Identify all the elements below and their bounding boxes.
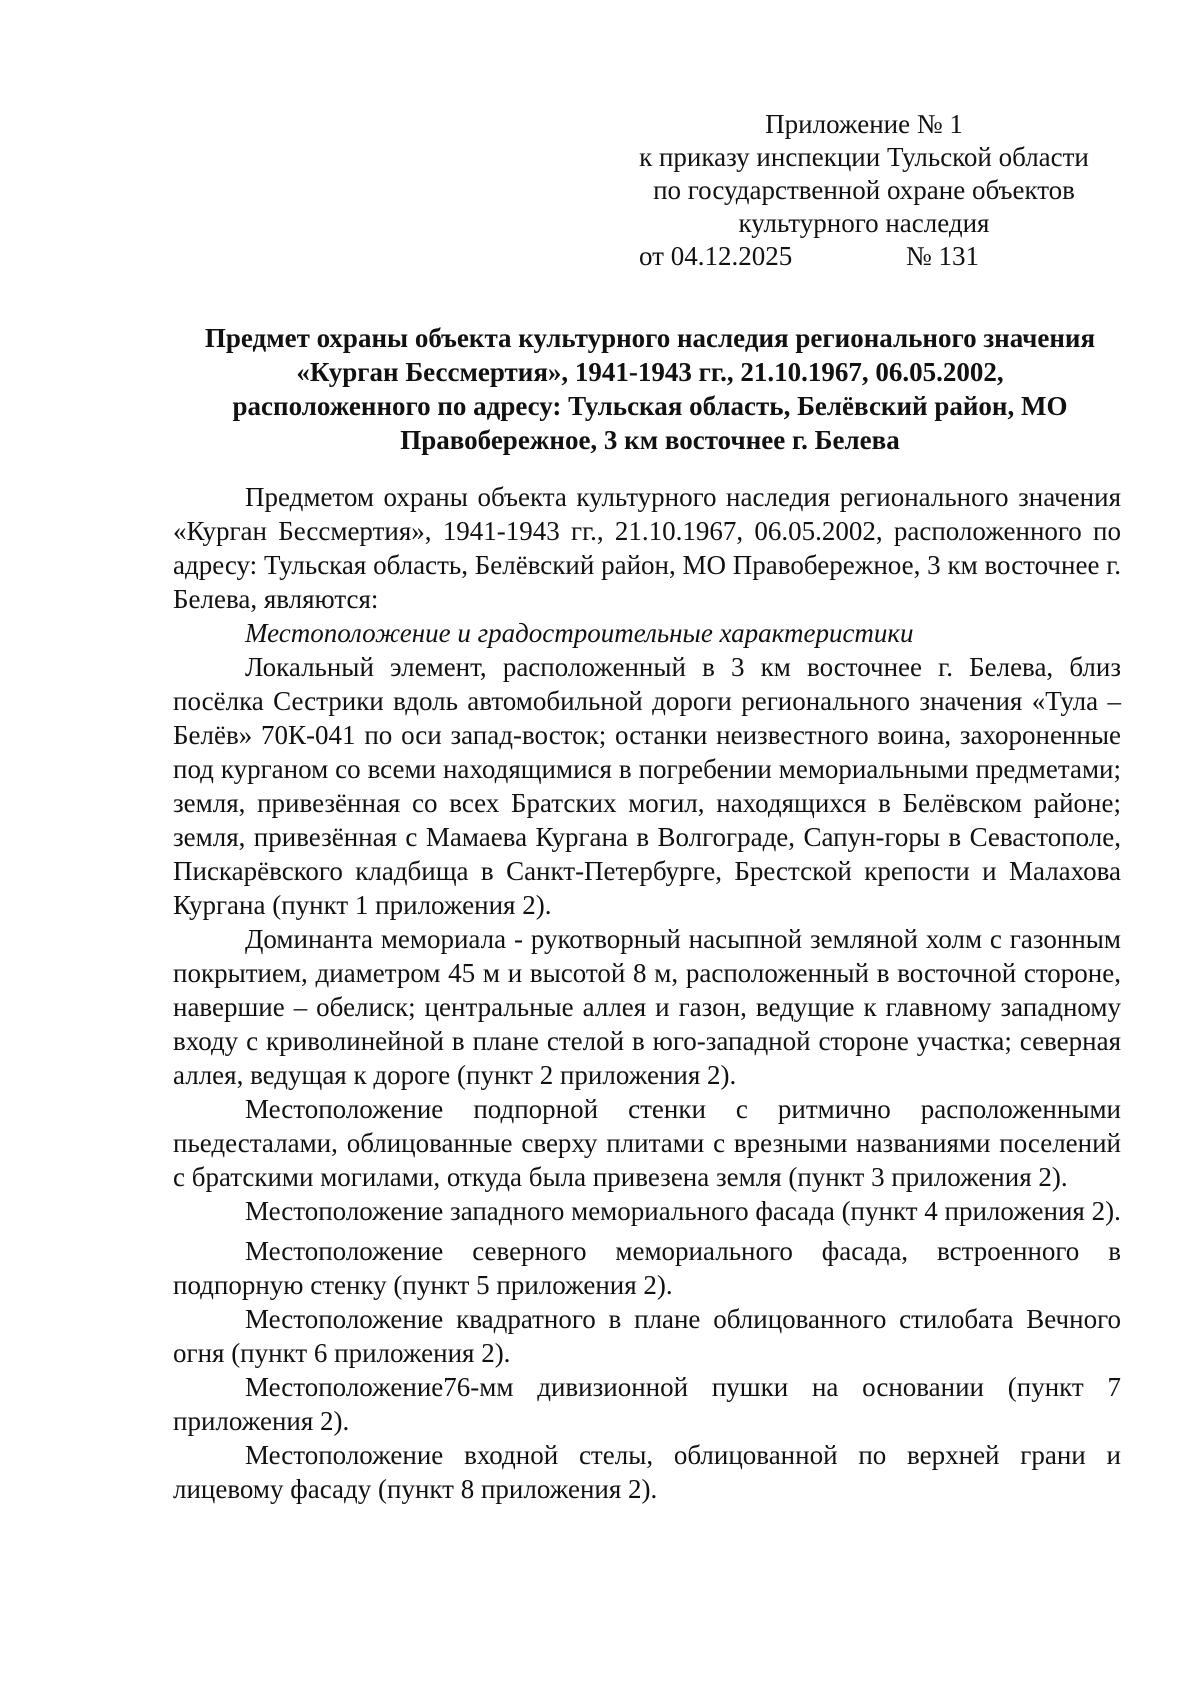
appendix-header [604, 108, 1124, 273]
intro-paragraph: Предметом охраны объекта культурного наследия регионального значения «Курган Бессмертия», 1941-1943 гг., 21.10.1967, 06.05.2002, расположенного по адресу: Тульская область, Белёвский район, МО Правобережное, 3 км восточнее г. Белева, являются: [173, 482, 1121, 614]
paragraph-3: Местоположение подпорной стенки с ритмично расположенными пьедесталами, облицованные сверху плитами с врезными названиями поселений с братскими могилами, откуда была привезена земля (пункт 3 приложения 2). [173, 1094, 1121, 1192]
paragraph-5: Местоположение северного мемориального фасада, встроенного в подпорную стенку (пункт 5 приложения 2). [173, 1236, 1121, 1300]
document-body [173, 480, 1121, 1506]
document-title [150, 321, 1150, 457]
appendix-order-line: к приказу инспекции Тульской области [639, 142, 1089, 172]
title-line-3: расположенного по адресу: Тульская область, Белёвский район, МО [232, 391, 1068, 421]
appendix-date: от 04.12.2025 [639, 241, 793, 271]
appendix-heritage-line: культурного наследия [738, 208, 990, 238]
title-line-2: «Курган Бессмертия», 1941-1943 гг., 21.10.1967, 06.05.2002, [296, 357, 1004, 387]
paragraph-2: Доминанта мемориала - рукотворный насыпной земляной холм с газонным покрытием, диаметром 45 м и высотой 8 м, расположенный в восточной стороне, навершие – обелиск; центральные аллея и газон, ведущие к главному западному входу с криволинейной в плане стелой в юго-западной стороне участка; северная аллея, ведущая к дороге (пункт 2 приложения 2). [173, 924, 1121, 1090]
paragraph-4: Местоположение западного мемориального фасада (пункт 4 приложения 2). [245, 1196, 1121, 1226]
title-line-1: Предмет охраны объекта культурного наследия регионального значения [204, 323, 1096, 353]
paragraph-1: Локальный элемент, расположенный в 3 км восточнее г. Белева, близ посёлка Сестрики вдоль автомобильной дороги регионального значения «Тула – Белёв» 70К-041 по оси запад-восток; останки неизвестного воина, захороненные под курганом со всеми находящимися в погребении мемориальными предметами; земля, привезённая со всех Братских могил, находящихся в Белёвском районе; земля, привезённая с Мамаева Кургана в Волгограде, Сапун-горы в Севастополе, Пискарёвского кладбища в Санкт-Петербурге, Брестской крепости и Малахова Кургана (пункт 1 приложения 2). [173, 652, 1121, 920]
paragraph-7: Местоположение76-мм дивизионной пушки на основании (пункт 7 приложения 2). [173, 1372, 1121, 1436]
title-line-4: Правобережное, 3 км восточнее г. Белева [400, 425, 900, 455]
paragraph-8: Местоположение входной стелы, облицованной по верхней грани и лицевому фасаду (пункт 8 приложения 2). [173, 1440, 1121, 1504]
section-heading: Местоположение и градостроительные характеристики [245, 618, 914, 648]
appendix-inspection-line: по государственной охране объектов [653, 175, 1075, 205]
paragraph-6: Местоположение квадратного в плане облицованного стилобата Вечного огня (пункт 6 приложения 2). [173, 1304, 1121, 1368]
appendix-date-number [639, 240, 979, 273]
appendix-number: № 131 [905, 241, 979, 271]
appendix-title: Приложение № 1 [765, 109, 963, 139]
